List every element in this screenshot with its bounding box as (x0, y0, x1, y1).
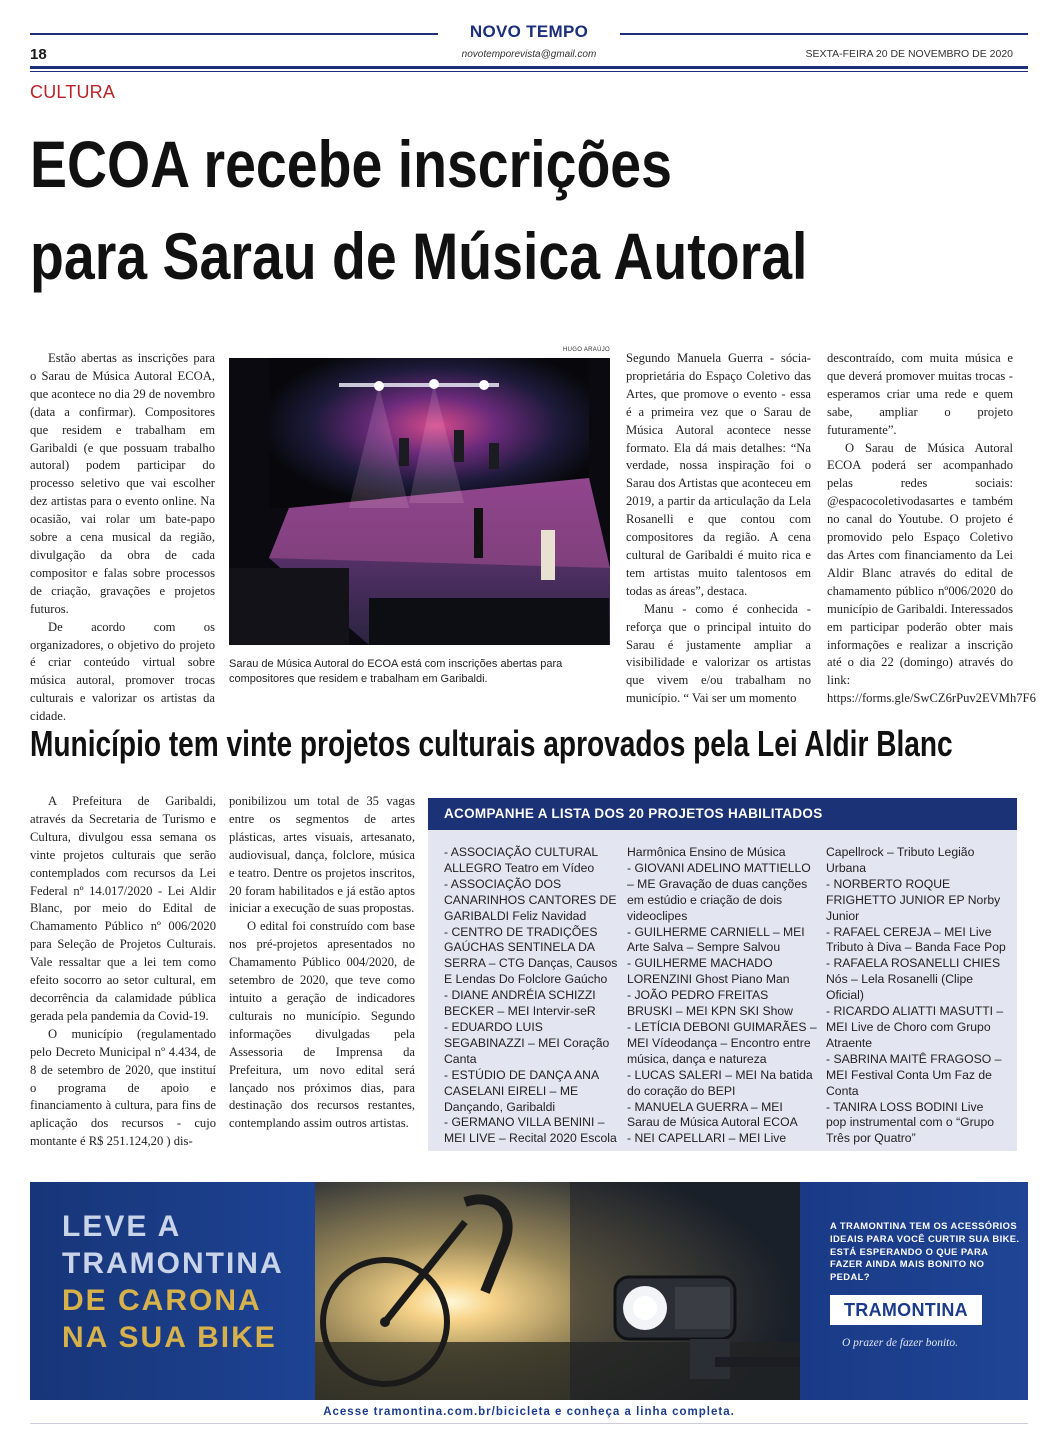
article1-column-1 (30, 350, 215, 726)
slogan-line-1: LEVE A (62, 1210, 182, 1243)
ad-tagline: O prazer de fazer bonito. (842, 1337, 958, 1349)
paragraph: descontraído, com muita música e que deverá promover muitas trocas - esperamos criar uma rede e quem sabe, ampliar o projeto futuramente”. (827, 351, 1013, 437)
newspaper-title: NOVO TEMPO (469, 22, 589, 41)
approved-projects-box (428, 798, 1017, 1151)
projects-list-column-2 (627, 845, 817, 1147)
paragraph: De acordo com os organizadores, o objetivo do projeto é criar conteúdo virtual sobre música autoral, promover trocas culturais e valorizar os artistas da cidade. (30, 619, 215, 724)
photo-credit: HUGO ARAÚJO (563, 347, 610, 353)
article1-column-3 (626, 350, 811, 708)
slogan-line-3: DE CARONA (62, 1284, 262, 1317)
main-headline (30, 118, 870, 302)
issue-date: SEXTA-FEIRA 20 DE NOVEMBRO DE 2020 (805, 48, 1013, 60)
box-title: ACOMPANHE A LISTA DOS 20 PROJETOS HABILITADOS (428, 798, 1017, 830)
paragraph: Segundo Manuela Guerra - sócia-proprietária do Espaço Coletivo das Artes, que promove o evento - essa é a primeira vez que o Sarau de Música Autoral acontece nesse formato. Ela dá mais detalhes: “Na verdade, nossa inspiração foi o Sarau dos Artistas que aconteceu em 2019, a partir da articulação da Lela Rosanelli e que contou com compositores da região. A cena cultural de Garibaldi é muito rica e tem artistas muito talentosos em todas as áreas”, destaca. (626, 351, 811, 598)
article2-column-1 (30, 793, 216, 1151)
paragraph: A Prefeitura de Garibaldi, através da Secretaria de Turismo e Cultura, divulgou essa semana os vinte projetos culturais que serão contemplados com recursos da Lei Federal nº 14.017/2020 - Lei Aldir Blanc, por meio do Edital de Chamamento Público nº 006/2020 para Seleção de Projetos Culturais. Vale ressaltar que a lei tem como efeito socorro ao setor cultural, em decorrência da calamidade pública gerada pela pandemia da Covid-19. (30, 794, 216, 1023)
ad-slogan-panel (30, 1182, 315, 1400)
masthead-divider (30, 66, 1028, 69)
ad-slogan (62, 1208, 284, 1356)
photo-caption: Sarau de Música Autoral do ECOA está com inscrições abertas para compositores que residem e trabalham em Garibaldi. (229, 658, 563, 685)
ad-body-text: A TRAMONTINA TEM OS ACESSÓRIOS IDEAIS PARA VOCÊ CURTIR SUA BIKE. ESTÁ ESPERANDO O QUE PARA FAZER AINDA MAIS BONITO NO PEDAL? (830, 1220, 1020, 1283)
headline-line-1: ECOA recebe inscrições (30, 127, 672, 201)
paragraph: O município (regulamentado pelo Decreto Municipal nº 4.434, de 8 de setembro de 2020, que instituí o programa de apoio e financiamento à cultura, para fins de aplicação dos recursos - cujo montante é R$ 251.124,20 ) dis- (30, 1026, 216, 1149)
tramontina-advertisement[interactable] (30, 1182, 1028, 1400)
article1-column-4 (827, 350, 1036, 708)
paragraph: O Sarau de Música Autoral ECOA poderá ser acompanhado pelas redes sociais: @espacocoletivodasartes e também no canal do Youtube. O projeto é promovido pelo Espaço Coletivo das Artes com financiamento da Lei Aldir Blanc através do edital de chamamento público nº006/2020 do município de Garibaldi. Interessados em participar poderão obter mais informações e realizar a inscrição até o dia 22 (domingo) através do link: https://forms.gle/SwCZ6rPuv2EVMh7F6 (827, 440, 1036, 706)
ad-info-panel (800, 1182, 1028, 1400)
concert-stage-photo (229, 358, 610, 645)
ad-footer-link[interactable]: Acesse tramontina.com.br/bicicleta e conheça a linha completa. (30, 1400, 1028, 1424)
tramontina-logo: TRAMONTINA (830, 1295, 982, 1325)
headline-line-2: para Sarau de Música Autoral (30, 219, 808, 293)
masthead-divider-thin (30, 71, 1028, 72)
paragraph: O edital foi construído com base nos pré-projetos apresentados no Chamamento Público 004/2020, de setembro de 2020, que teve como intuito a geração de indicadores culturais no município. Segundo informações divulgadas pela Assessoria de Imprensa da Prefeitura, um novo edital será lançado nos próximos dias, para destinação dos recursos restantes, contemplando assim outros artistas. (229, 919, 415, 1131)
paragraph: Estão abertas as inscrições para o Sarau de Música Autoral ECOA, que acontece no dia 29 de novembro (data a confirmar). Compositores que residem e trabalham em Garibaldi (e que possuam trabalho autoral) podem participar do processo seletivo que vai escolher dez artistas para o evento online. Na ocasião, vai rolar um bate-papo sobre a cena musical da região, divulgação da obra de cada compositor e falas sobre processos de criação, gravações e projetos futuros. (30, 351, 215, 616)
slogan-line-2: TRAMONTINA (62, 1247, 284, 1280)
contact-email: novotemporevista@gmail.com (461, 49, 597, 60)
secondary-headline: Município tem vinte projetos culturais aprovados pela Lei Aldir Blanc (30, 723, 953, 764)
paragraph: ponibilizou um total de 35 vagas entre os segmentos de artes plásticas, artes visuais, artesanato, audiovisual, dança, folclore, música e teatro. Dentre os projetos inscritos, 20 foram habilitados e já estão aptos iniciar a execução de suas propostas. (229, 794, 415, 916)
section-label: CULTURA (30, 82, 116, 102)
projects-list-column-1 (444, 845, 624, 1147)
projects-list-column-3 (826, 845, 1006, 1147)
projects-list-text: Capellrock – Tributo Legião Urbana - NORBERTO ROQUE FRIGHETTO JUNIOR EP Norby Junior - RAFAEL CEREJA – MEI Live Tributo à Diva – Banda Face Pop - RAFAELA ROSANELLI CHIES Nós – Lela Rosanelli (Clipe Oficial) - RICARDO ALIATTI MASUTTI – MEI Live de Choro com Grupo Atraente - SABRINA MAITÊ FRAGOSO – MEI Festival Conta Um Faz de Conta - TANIRA LOSS BODINI Live pop instrumental com o “Grupo Três por Quatro” (826, 845, 1006, 1146)
article2-column-2 (229, 793, 415, 1133)
bike-light-photo (315, 1182, 800, 1400)
projects-list-text: - ASSOCIAÇÃO CULTURAL ALLEGRO Teatro em Vídeo - ASSOCIAÇÃO DOS CANARINHOS CANTORES DE GARIBALDI Feliz Navidad - CENTRO DE TRADIÇÕES GAÚCHAS SENTINELA DA SERRA – CTG Danças, Causos E Lendas Do Folclore Gaúcho - DIANE ANDRÉIA SCHIZZI BECKER – MEI Intervir-seR - EDUARDO LUIS SEGABINAZZI – MEI Coração Canta - ESTÚDIO DE DANÇA ANA CASELANI EIRELI – ME Dançando, Garibaldi - GERMANO VILLA BENINI – MEI LIVE – Recital 2020 Escola (444, 845, 618, 1146)
slogan-line-4: NA SUA BIKE (62, 1321, 277, 1354)
page-number: 18 (30, 46, 47, 63)
paragraph: Manu - como é conhecida - reforça que o principal intuito do Sarau é justamente ampliar a visibilidade e valorizar os artistas que vivem e/ou trabalham no município. “ Vai ser um momento (626, 601, 811, 706)
projects-list-text: Harmônica Ensino de Música - GIOVANI ADELINO MATTIELLO – ME Gravação de duas canções em estúdio e criação de dois videoclipes - GUILHERME CARNIELL – MEI Arte Salva – Sempre Salvou - GUILHERME MACHADO LORENZINI Ghost Piano Man - JOÃO PEDRO FREITAS BRUSKI – MEI KPN SKI Show - LETÍCIA DEBONI GUIMARÃES – MEI Vídeodança – Encontro entre música, dança e natureza - LUCAS SALERI – MEI Na batida do coração do BEPI - MANUELA GUERRA – MEI Sarau de Música Autoral ECOA - NEI CAPELLARI – MEI Live (627, 845, 817, 1146)
